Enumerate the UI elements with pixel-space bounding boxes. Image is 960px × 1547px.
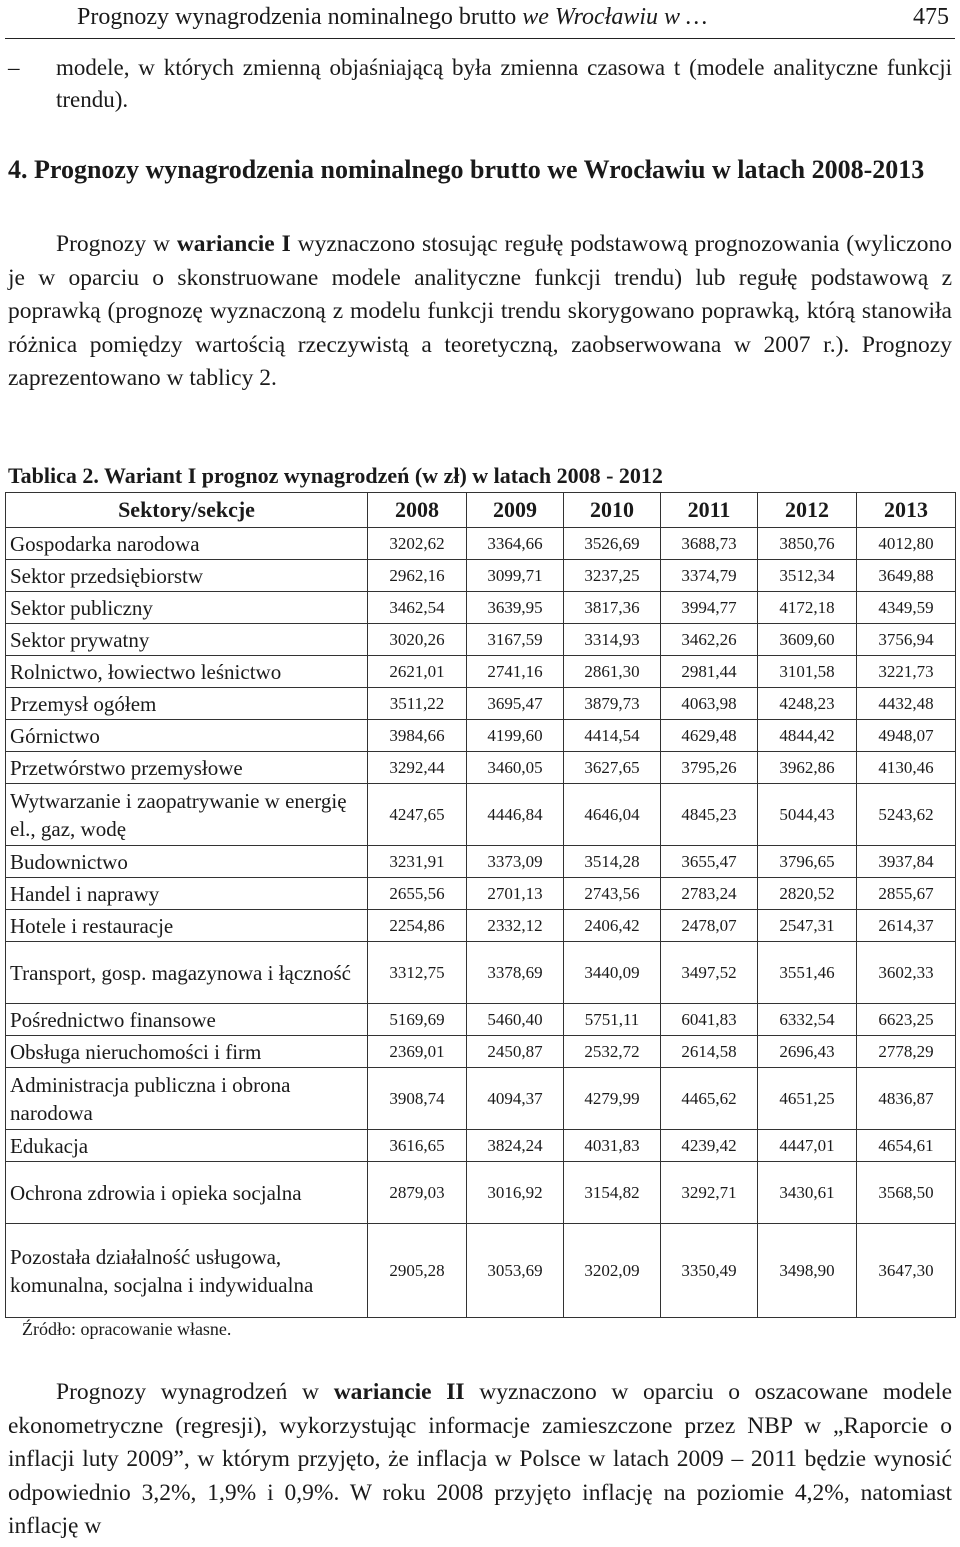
value-cell: 4654,61 xyxy=(857,1130,956,1162)
header-year: 2010 xyxy=(564,493,661,528)
table-row xyxy=(6,910,956,942)
value-cell: 5751,11 xyxy=(564,1004,661,1036)
value-cell: 5044,43 xyxy=(758,784,857,846)
header-year: 2008 xyxy=(368,493,467,528)
value-cell: 3994,77 xyxy=(661,592,758,624)
sector-name: Handel i naprawy xyxy=(6,878,368,910)
value-cell: 3498,90 xyxy=(758,1224,857,1318)
value-cell: 4063,98 xyxy=(661,688,758,720)
table-header xyxy=(6,493,956,528)
value-cell: 4094,37 xyxy=(467,1068,564,1130)
value-cell: 3512,34 xyxy=(758,560,857,592)
para2-text-a: Prognozy wynagrodzeń w xyxy=(56,1379,334,1405)
value-cell: 4845,23 xyxy=(661,784,758,846)
value-cell: 3817,36 xyxy=(564,592,661,624)
para1-text-a: Prognozy w xyxy=(56,231,177,257)
value-cell: 2547,31 xyxy=(758,910,857,942)
value-cell: 3378,69 xyxy=(467,942,564,1004)
value-cell: 4446,84 xyxy=(467,784,564,846)
value-cell: 2820,52 xyxy=(758,878,857,910)
running-header xyxy=(5,0,955,39)
value-cell: 2478,07 xyxy=(661,910,758,942)
value-cell: 2406,42 xyxy=(564,910,661,942)
running-title-italic: we Wrocławiu w … xyxy=(522,4,708,30)
value-cell: 3850,76 xyxy=(758,528,857,560)
value-cell: 3020,26 xyxy=(368,624,467,656)
value-cell: 4199,60 xyxy=(467,720,564,752)
value-cell: 3314,93 xyxy=(564,624,661,656)
value-cell: 2855,67 xyxy=(857,878,956,910)
sector-name: Przemysł ogółem xyxy=(6,688,368,720)
value-cell: 3154,82 xyxy=(564,1162,661,1224)
value-cell: 3350,49 xyxy=(661,1224,758,1318)
value-cell: 3497,52 xyxy=(661,942,758,1004)
value-cell: 4349,59 xyxy=(857,592,956,624)
value-cell: 2696,43 xyxy=(758,1036,857,1068)
header-sector: Sektory/sekcje xyxy=(6,493,368,528)
value-cell: 3167,59 xyxy=(467,624,564,656)
value-cell: 4130,46 xyxy=(857,752,956,784)
table-row xyxy=(6,784,956,846)
value-cell: 2369,01 xyxy=(368,1036,467,1068)
value-cell: 2743,56 xyxy=(564,878,661,910)
value-cell: 4279,99 xyxy=(564,1068,661,1130)
sector-name: Gospodarka narodowa xyxy=(6,528,368,560)
value-cell: 2701,13 xyxy=(467,878,564,910)
sector-name: Budownictwo xyxy=(6,846,368,878)
value-cell: 3514,28 xyxy=(564,846,661,878)
value-cell: 3053,69 xyxy=(467,1224,564,1318)
value-cell: 3908,74 xyxy=(368,1068,467,1130)
value-cell: 6332,54 xyxy=(758,1004,857,1036)
table-row xyxy=(6,846,956,878)
value-cell: 2778,29 xyxy=(857,1036,956,1068)
para1-text-b: wyznaczono stosując regułę podstawową prognozowania (wyliczono je w oparciu o skonstruowane modele analityczne funkcji trendu) lub regułę podstawową z poprawką (prognozę wyznaczoną z modelu funkcji trendu skorygowano poprawką, którą stanowiła różnica pomiędzy wartością rzeczywistą a teoretyczną, zaobserwowana w 2007 r.). Prognozy zaprezentowano w tablicy 2. xyxy=(8,231,952,391)
value-cell: 3221,73 xyxy=(857,656,956,688)
value-cell: 4247,65 xyxy=(368,784,467,846)
value-cell: 3795,26 xyxy=(661,752,758,784)
value-cell: 2614,58 xyxy=(661,1036,758,1068)
value-cell: 3984,66 xyxy=(368,720,467,752)
value-cell: 3627,65 xyxy=(564,752,661,784)
value-cell: 3526,69 xyxy=(564,528,661,560)
value-cell: 4432,48 xyxy=(857,688,956,720)
value-cell: 2905,28 xyxy=(368,1224,467,1318)
table-row xyxy=(6,878,956,910)
value-cell: 3511,22 xyxy=(368,688,467,720)
value-cell: 2879,03 xyxy=(368,1162,467,1224)
table-row xyxy=(6,942,956,1004)
value-cell: 3616,65 xyxy=(368,1130,467,1162)
value-cell: 3237,25 xyxy=(564,560,661,592)
table-row xyxy=(6,656,956,688)
header-row xyxy=(6,493,956,528)
value-cell: 3756,94 xyxy=(857,624,956,656)
sector-name: Pozostała działalność usługowa, komunalna, socjalna i indywidualna xyxy=(6,1224,368,1318)
value-cell: 4844,42 xyxy=(758,720,857,752)
table-row xyxy=(6,688,956,720)
running-title-text: Prognozy wynagrodzenia nominalnego brutto xyxy=(77,4,523,30)
table-row xyxy=(6,1068,956,1130)
value-cell: 2621,01 xyxy=(368,656,467,688)
sector-name: Rolnictwo, łowiectwo leśnictwo xyxy=(6,656,368,688)
value-cell: 3688,73 xyxy=(661,528,758,560)
value-cell: 2741,16 xyxy=(467,656,564,688)
value-cell: 3373,09 xyxy=(467,846,564,878)
sector-name: Sektor publiczny xyxy=(6,592,368,624)
value-cell: 2962,16 xyxy=(368,560,467,592)
table-row xyxy=(6,752,956,784)
value-cell: 3292,44 xyxy=(368,752,467,784)
table-row xyxy=(6,528,956,560)
value-cell: 3016,92 xyxy=(467,1162,564,1224)
para1-bold: wariancie I xyxy=(176,231,291,257)
value-cell: 4948,07 xyxy=(857,720,956,752)
sector-name: Sektor prywatny xyxy=(6,624,368,656)
value-cell: 3824,24 xyxy=(467,1130,564,1162)
value-cell: 2450,87 xyxy=(467,1036,564,1068)
table-row xyxy=(6,1036,956,1068)
sector-name: Górnictwo xyxy=(6,720,368,752)
sector-name: Edukacja xyxy=(6,1130,368,1162)
value-cell: 2254,86 xyxy=(368,910,467,942)
header-year: 2009 xyxy=(467,493,564,528)
value-cell: 5243,62 xyxy=(857,784,956,846)
sector-name: Administracja publiczna i obrona narodowa xyxy=(6,1068,368,1130)
value-cell: 3609,60 xyxy=(758,624,857,656)
value-cell: 5169,69 xyxy=(368,1004,467,1036)
bullet-text: modele, w których zmienną objaśniającą była zmienna czasowa t (modele analityczne funkcji trendu). xyxy=(56,55,952,112)
value-cell: 3202,62 xyxy=(368,528,467,560)
value-cell: 4031,83 xyxy=(564,1130,661,1162)
value-cell: 3602,33 xyxy=(857,942,956,1004)
sector-name: Obsługa nieruchomości i firm xyxy=(6,1036,368,1068)
value-cell: 4172,18 xyxy=(758,592,857,624)
value-cell: 3292,71 xyxy=(661,1162,758,1224)
running-title xyxy=(77,4,707,31)
para2-text-b: wyznaczono w oparciu o oszacowane modele ekonometryczne (regresji), wykorzystując informacje zamieszczone przez NBP w „Raporcie o inflacji luty 2009”, w którym przyjęto, że inflacja w Polsce w latach 2009 – 2011 będzie wynosić odpowiednio 3,2%, 1,9% i 0,9%. W roku 2008 przyjęto inflację na poziomie 4,2%, natomiast inflację w xyxy=(8,1379,953,1539)
sector-name: Wytwarzanie i zaopatrywanie w energię el., gaz, wodę xyxy=(6,784,368,846)
value-cell: 4239,42 xyxy=(661,1130,758,1162)
table-row xyxy=(6,592,956,624)
value-cell: 6041,83 xyxy=(661,1004,758,1036)
table-row xyxy=(6,560,956,592)
page-number: 475 xyxy=(913,4,949,30)
value-cell: 2614,37 xyxy=(857,910,956,942)
value-cell: 4651,25 xyxy=(758,1068,857,1130)
forecast-table xyxy=(5,492,956,1318)
table-source: Źródło: opracowanie własne. xyxy=(22,1319,232,1339)
para2-bold: wariancie II xyxy=(333,1379,465,1405)
value-cell: 3440,09 xyxy=(564,942,661,1004)
table-row xyxy=(6,720,956,752)
value-cell: 6623,25 xyxy=(857,1004,956,1036)
value-cell: 2532,72 xyxy=(564,1036,661,1068)
section-heading: 4. Prognozy wynagrodzenia nominalnego brutto we Wrocławiu w latach 2008-2013 xyxy=(8,155,925,184)
value-cell: 4629,48 xyxy=(661,720,758,752)
sector-name: Ochrona zdrowia i opieka socjalna xyxy=(6,1162,368,1224)
table-row xyxy=(6,1004,956,1036)
value-cell: 4414,54 xyxy=(564,720,661,752)
sector-name: Pośrednictwo finansowe xyxy=(6,1004,368,1036)
table-caption: Tablica 2. Wariant I prognoz wynagrodzeń (w zł) w latach 2008 - 2012 xyxy=(8,463,663,488)
value-cell: 2861,30 xyxy=(564,656,661,688)
value-cell: 3962,86 xyxy=(758,752,857,784)
sector-name: Przetwórstwo przemysłowe xyxy=(6,752,368,784)
bullet-item xyxy=(8,52,952,116)
paragraph-variant-2 xyxy=(8,1376,952,1544)
value-cell: 3879,73 xyxy=(564,688,661,720)
sector-name: Sektor przedsiębiorstw xyxy=(6,560,368,592)
header-year: 2013 xyxy=(857,493,956,528)
value-cell: 5460,40 xyxy=(467,1004,564,1036)
bullet-dash: – xyxy=(8,55,20,80)
value-cell: 4646,04 xyxy=(564,784,661,846)
table-row xyxy=(6,624,956,656)
value-cell: 2332,12 xyxy=(467,910,564,942)
value-cell: 2981,44 xyxy=(661,656,758,688)
value-cell: 3937,84 xyxy=(857,846,956,878)
value-cell: 3374,79 xyxy=(661,560,758,592)
table-row xyxy=(6,1130,956,1162)
value-cell: 3364,66 xyxy=(467,528,564,560)
value-cell: 3312,75 xyxy=(368,942,467,1004)
table-body xyxy=(6,528,956,1318)
value-cell: 3655,47 xyxy=(661,846,758,878)
value-cell: 3202,09 xyxy=(564,1224,661,1318)
table-row xyxy=(6,1224,956,1318)
sector-name: Hotele i restauracje xyxy=(6,910,368,942)
value-cell: 3568,50 xyxy=(857,1162,956,1224)
value-cell: 3101,58 xyxy=(758,656,857,688)
value-cell: 3462,54 xyxy=(368,592,467,624)
value-cell: 2655,56 xyxy=(368,878,467,910)
value-cell: 4836,87 xyxy=(857,1068,956,1130)
value-cell: 3695,47 xyxy=(467,688,564,720)
value-cell: 4447,01 xyxy=(758,1130,857,1162)
value-cell: 3462,26 xyxy=(661,624,758,656)
value-cell: 3649,88 xyxy=(857,560,956,592)
paragraph-variant-1 xyxy=(8,228,952,396)
value-cell: 3647,30 xyxy=(857,1224,956,1318)
value-cell: 3460,05 xyxy=(467,752,564,784)
value-cell: 3231,91 xyxy=(368,846,467,878)
value-cell: 3099,71 xyxy=(467,560,564,592)
value-cell: 4248,23 xyxy=(758,688,857,720)
header-year: 2012 xyxy=(758,493,857,528)
sector-name: Transport, gosp. magazynowa i łączność xyxy=(6,942,368,1004)
value-cell: 3430,61 xyxy=(758,1162,857,1224)
value-cell: 3796,65 xyxy=(758,846,857,878)
table-row xyxy=(6,1162,956,1224)
value-cell: 2783,24 xyxy=(661,878,758,910)
value-cell: 4465,62 xyxy=(661,1068,758,1130)
value-cell: 4012,80 xyxy=(857,528,956,560)
value-cell: 3551,46 xyxy=(758,942,857,1004)
header-year: 2011 xyxy=(661,493,758,528)
value-cell: 3639,95 xyxy=(467,592,564,624)
